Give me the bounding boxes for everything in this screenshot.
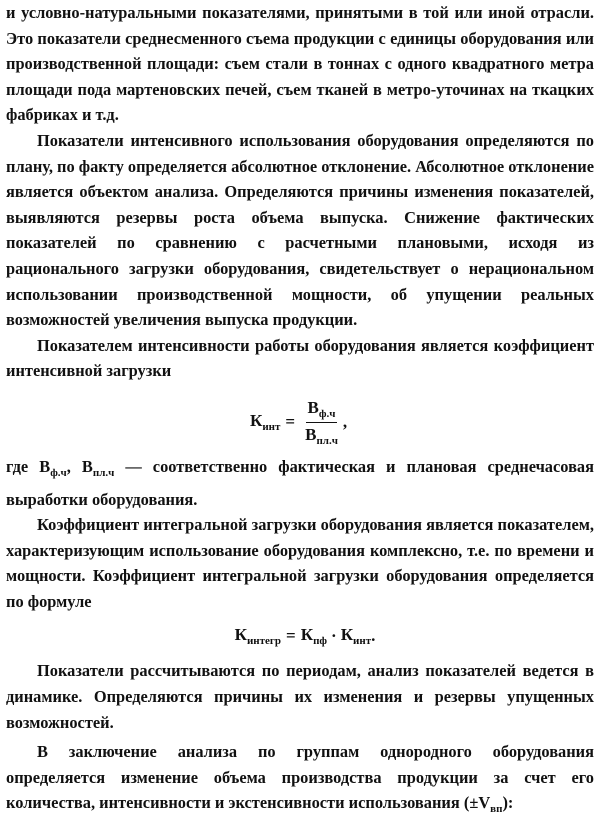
formula-k-integr-lhs: $К_{интегр}$ [234, 625, 282, 648]
formula-k-int-fraction [303, 398, 340, 447]
formula-k-int-numerator: $В_{ф.ч}$ [306, 398, 338, 423]
formula-k-int-expression [250, 398, 347, 447]
where-var-fact: $В_{ф.ч}$ [39, 456, 67, 479]
volume-change-symbol: $(\pm V_{вп})$: [463, 793, 514, 816]
paragraph-4-where: где $В_{ф.ч}$, $В_{пл.ч}$ — соответственно фактическая и плановая среднечасовая выработки оборудования. [6, 456, 594, 509]
formula-k-integr-term2: $К_{инт}$ [340, 625, 372, 648]
formula-k-int-comma: , [342, 412, 348, 432]
formula-k-int-equals: = [285, 412, 296, 432]
formula-k-int-lhs: $К_{инт}$ [250, 411, 281, 434]
formula-k-integr-term1: $К_{пф}$ [300, 625, 328, 648]
formula-k-int-denominator: $В_{пл.ч}$ [305, 424, 338, 447]
document-page [6, 0, 594, 823]
paragraph-5: Коэффициент интегральной загрузки оборудования является показателем, характеризующим использование оборудования комплексно, т.е. по времени и мощности. Коэффициент интегральной загрузки оборудования определяется по формуле [6, 515, 594, 611]
where-var-plan: $В_{пл.ч}$ [81, 456, 115, 479]
formula-k-int [6, 384, 594, 454]
paragraph-7: В заключение анализа по группам однородного оборудования определяется изменение объема производства продукции за счет его количества, интенсивности и экстенсивности использования $(\pm V_{вп})$: [6, 742, 594, 816]
paragraph-6: Показатели рассчитываются по периодам, анализ показателей ведется в динамике. Определяются причины их изменения и резервы упущенных возможностей. [6, 661, 594, 732]
paragraph-2: Показатели интенсивного использования оборудования определяются по плану, по факту определяется абсолютное отклонение. Абсолютное отклонение является объектом анализа. Определяются причины изменения показателей, выявляются резервы роста объема выпуска. Снижение фактических показателей по сравнению с расчетными плановыми, исходя из рационального загрузки оборудования, свидетельствует о нерациональном использовании производственной мощности, об упущении реальных возможностей увеличения выпуска продукции. [6, 130, 595, 330]
paragraph-3: Показателем интенсивности работы оборудования является коэффициент интенсивной загрузки [6, 335, 594, 381]
paragraph-1: и условно-натуральными показателями, принятыми в той или иной отрасли. Это показатели среднесменного съема продукции с единицы оборудования или производственной площади: съем стали в тоннах с одного квадратного метра площади пода мартеновских печей, съем тканей в метро-уточинах на ткацких фабриках и т.д. [6, 3, 594, 125]
formula-k-integr: $К_{интегр}$ = $К_{пф}$ · $К_{инт}$ . [234, 625, 376, 648]
